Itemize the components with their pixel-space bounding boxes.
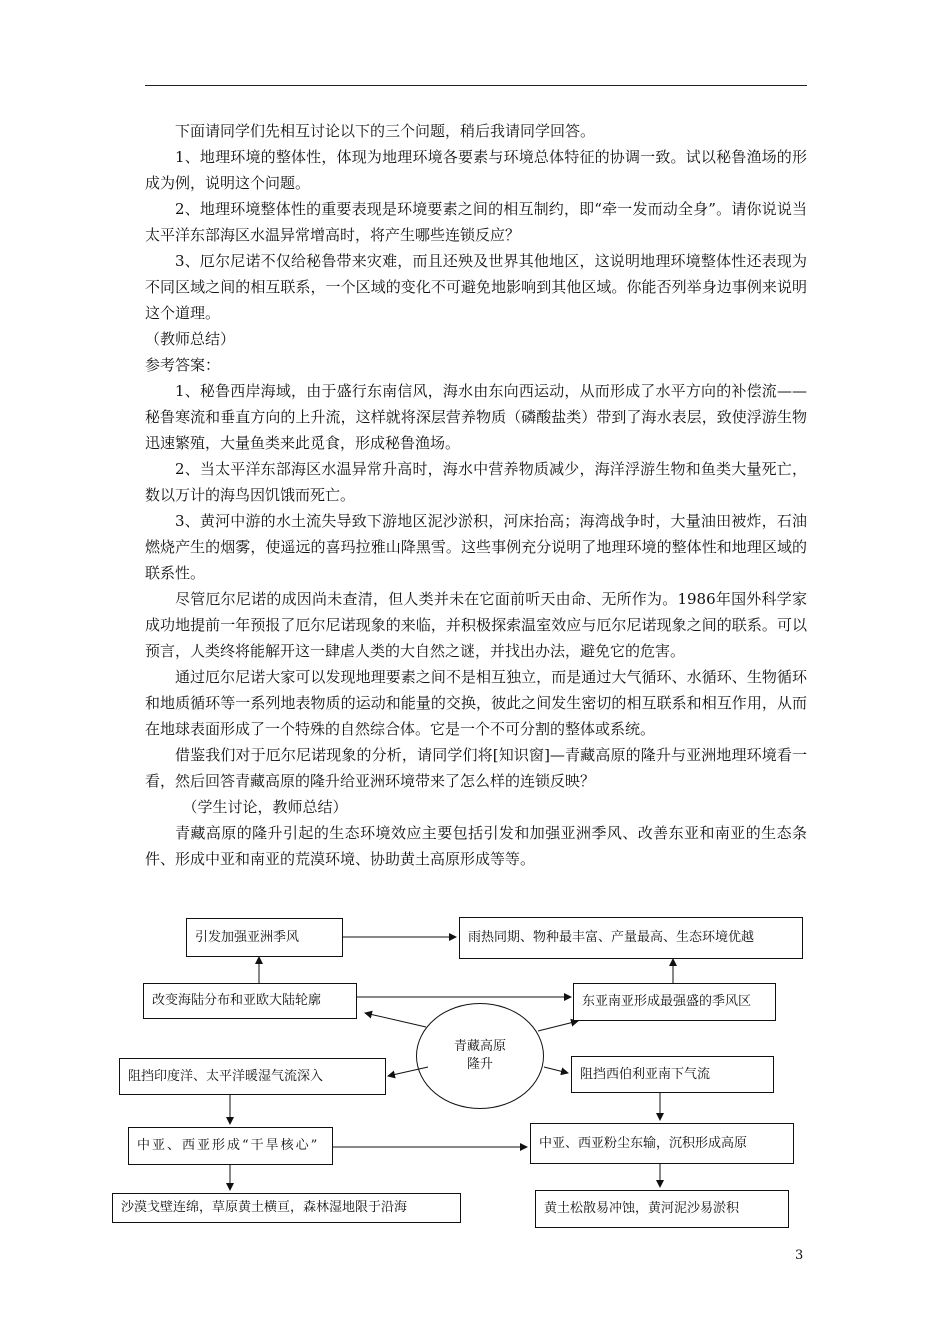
paragraph: 下面请同学们先相互讨论以下的三个问题，稍后我请同学回答。 xyxy=(175,122,596,140)
page-number: 3 xyxy=(795,1248,804,1263)
box-desert-label: 沙漠戈壁连绵，草原黄土横亘，森林湿地限于沿海 xyxy=(121,1200,408,1215)
box-monsoon-label: 引发加强亚洲季风 xyxy=(195,929,300,945)
box-block-siberia-label: 阻挡西伯利亚南下气流 xyxy=(580,1066,711,1082)
box-block-siberia xyxy=(571,1056,774,1093)
paragraph: 2、地理环境整体性的重要表现是环境要素之间的相互制约，即“牵一发而动全身”。请你说说当太平洋东部海区水温异常增高时，将产生哪些连锁反应？ xyxy=(145,200,807,244)
box-arid-core xyxy=(128,1127,333,1165)
paragraph: 借鉴我们对于厄尔尼诺现象的分析，请同学们将[知识窗]—青藏高原的隆升与亚洲地理环境看一看，然后回答青藏高原的隆升给亚洲环境带来了怎么样的连锁反映？ xyxy=(145,746,807,790)
box-land-sea-label: 改变海陆分布和亚欧大陆轮廓 xyxy=(152,993,322,1008)
arrow-center-to-strongmonsoon xyxy=(538,1021,578,1031)
paragraph: 1、秘鲁西岸海域，由于盛行东南信风，海水由东向西运动，从而形成了水平方向的补偿流——秘鲁寒流和垂直方向的上升流，这样就将深层营养物质（磷酸盐类）带到了海水表层，致使浮游生物迅速繁殖，大量鱼类来此觅食，形成秘鲁渔场。 xyxy=(145,382,807,452)
box-rain-heat-label: 雨热同期、物种最丰富、产量最高、生态环境优越 xyxy=(468,930,755,945)
box-block-moist-label: 阻挡印度洋、太平洋暖湿气流深入 xyxy=(128,1068,324,1084)
paragraph: 1、地理环境的整体性，体现为地理环境各要素与环境总体特征的协调一致。试以秘鲁渔场的形成为例，说明这个问题。 xyxy=(145,148,807,192)
paragraph: 参考答案： xyxy=(145,356,221,374)
center-label: 青藏高原隆升 xyxy=(453,1039,506,1072)
box-block-moist xyxy=(119,1058,386,1095)
box-dust-label: 中亚、西亚粉尘东输，沉积形成高原 xyxy=(539,1135,748,1151)
box-arid-core-label: 中亚、西亚形成“干旱核心” xyxy=(137,1138,320,1153)
box-loess-label: 黄土松散易冲蚀，黄河泥沙易淤积 xyxy=(544,1201,740,1216)
box-strong-monsoon xyxy=(573,983,776,1021)
box-loess xyxy=(535,1190,789,1228)
box-desert xyxy=(112,1193,461,1223)
box-monsoon xyxy=(186,918,343,957)
paragraph: 青藏高原的隆升引起的生态环境效应主要包括引发和加强亚洲季风、改善东亚和南亚的生态条件、形成中亚和南亚的荒漠环境、协助黄土高原形成等等。 xyxy=(145,824,807,868)
box-land-sea xyxy=(143,983,357,1019)
paragraph: （学生讨论，教师总结） xyxy=(182,798,348,816)
paragraph: 3、厄尔尼诺不仅给秘鲁带来灾难，而且还殃及世界其他地区，这说明地理环境整体性还表现为不同区域之间的相互联系，一个区域的变化不可避免地影响到其他区域。你能否列举身边事例来说明这个道理。 xyxy=(145,252,807,322)
paragraph: 尽管厄尔尼诺的成因尚未查清，但人类并未在它面前听天由命、无所作为。1986年国外科学家成功地提前一年预报了厄尔尼诺现象的来临，并积极探索温室效应与厄尔尼诺现象之间的联系。可以预言，人类终将能解开这一肆虐人类的大自然之谜，并找出办法，避免它的危害。 xyxy=(145,590,807,660)
box-strong-monsoon-label: 东亚南亚形成最强盛的季风区 xyxy=(582,994,752,1009)
paragraph: 3、黄河中游的水土流失导致下游地区泥沙淤积，河床抬高；海湾战争时，大量油田被炸，石油燃烧产生的烟雾，使遥远的喜玛拉雅山降黑雪。这些事例充分说明了地理环境的整体性和地理区域的联系性。 xyxy=(145,512,807,582)
box-dust xyxy=(530,1123,794,1164)
paragraph: 2、当太平洋东部海区水温异常升高时，海水中营养物质减少，海洋浮游生物和鱼类大量死亡，数以万计的海鸟因饥饿而死亡。 xyxy=(145,460,807,504)
arrow-center-to-landsea xyxy=(365,1013,426,1027)
paragraph: 通过厄尔尼诺大家可以发现地理要素之间不是相互独立，而是通过大气循环、水循环、生物循环和地质循环等一系列地表物质的运动和能量的交换，彼此之间发生密切的相互联系和相互作用，从而在地球表面形成了一个特殊的自然综合体。它是一个不可分割的整体或系统。 xyxy=(145,668,807,738)
paragraph: （教师总结） xyxy=(145,330,236,348)
box-rain-heat xyxy=(459,917,803,959)
center-ellipse xyxy=(416,1003,544,1109)
arrow-center-to-blocksiberia xyxy=(544,1067,568,1073)
